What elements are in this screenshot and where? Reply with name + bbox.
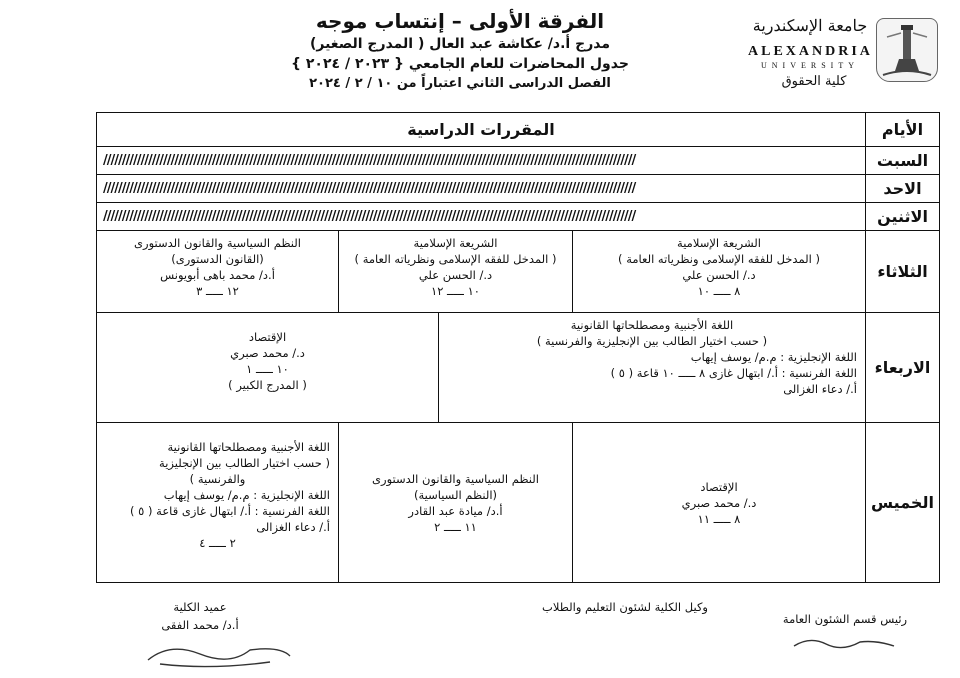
- course-title: الشريعة الإسلامية: [677, 236, 761, 250]
- schedule-title: جدول المحاضرات للعام الجامعي { ٢٠٢٣ / ٢٠٢٤ }: [291, 56, 629, 72]
- thursday-slot-3: [97, 423, 339, 583]
- tuesday-slot-3: [97, 231, 339, 313]
- thursday-slot-1: [573, 423, 866, 583]
- wednesday-slot-1: [439, 313, 866, 423]
- french-lecturer: اللغة الفرنسية : أ./ ابتهال غازى قاعة ( ٥ ): [130, 504, 330, 518]
- course-lecturer: د./ محمد صبري: [681, 495, 757, 510]
- document-header: [250, 8, 670, 94]
- course-lecturer: أ.د/ محمد باهى أبويونس: [160, 268, 275, 282]
- signature-vice-dean: [510, 600, 740, 614]
- course-title: النظم السياسية والقانون الدستورى: [134, 236, 301, 250]
- course-time: ٢ ـــــ ٤: [199, 536, 236, 550]
- english-lecturer: اللغة الإنجليزية : م.م/ يوسف إيهاب: [690, 350, 857, 364]
- university-name-en: ALEXANDRIA: [748, 44, 873, 59]
- course-subtitle: ( المدخل للفقه الإسلامى ونظرياته العامة ): [354, 252, 557, 266]
- course-subtitle: ( المدخل للفقه الإسلامى ونظرياته العامة ): [618, 252, 820, 266]
- university-name-ar: جامعة الإسكندرية: [752, 16, 868, 35]
- thursday-slot-2: [339, 423, 573, 583]
- course-time: ٨ ـــــ ١٠: [697, 284, 741, 298]
- course-subtitle: ( حسب اختيار الطالب بين الإنجليزية والفرنسية ): [536, 334, 768, 348]
- days-header: الأيام: [866, 113, 940, 147]
- empty-slot-monday: //////////////////////////////////////////////////////////////////////////////////////////////////////////////////////////////////////////////: [97, 203, 866, 231]
- course-lecturer: د./ محمد صبري: [230, 346, 305, 360]
- signature-name: أ.د/ محمد الفقى: [161, 618, 239, 632]
- course-title: النظم السياسية والقانون الدستورى: [372, 471, 539, 486]
- course-lecturer: د./ الحسن علي: [418, 268, 493, 282]
- university-name-en-sub: UNIVERSITY: [761, 61, 859, 70]
- course-time: ١٢ ـــــ ٣: [196, 284, 239, 298]
- signature-title: وكيل الكلية لشئون التعليم والطلاب: [542, 600, 708, 614]
- course-time: ٨ ـــــ ١١: [697, 511, 741, 526]
- french-lecturer: اللغة الفرنسية : أ./ ابتهال غازى ٨ ـــــ ١٠ قاعة ( ٥ ): [610, 366, 857, 380]
- signature-dean: [145, 600, 255, 632]
- handwritten-signature-icon: [790, 632, 900, 654]
- course-title: اللغة الأجنبية ومصطلحاتها القانونية: [167, 440, 330, 454]
- handwritten-signature-icon: [140, 636, 300, 672]
- signature-title: عميد الكلية: [173, 600, 227, 614]
- course-subtitle: (النظم السياسية): [413, 487, 498, 502]
- course-subtitle: ( حسب اختيار الطالب بين الإنجليزية: [159, 456, 330, 470]
- signature-title: رئيس قسم الشئون العامة: [782, 612, 908, 626]
- course-subtitle: (القانون الدستورى): [171, 252, 264, 266]
- day-tuesday: الثلاثاء: [866, 231, 940, 313]
- day-monday: الاثنين: [866, 203, 940, 231]
- course-lecturer: أ.د/ ميادة عبد القادر: [408, 503, 503, 518]
- course-lecturer: د./ الحسن علي: [682, 268, 756, 282]
- faculty-name: كلية الحقوق: [781, 74, 847, 89]
- course-time: ١١ ـــــ ٢: [434, 519, 477, 534]
- english-lecturer: اللغة الإنجليزية : م.م/ يوسف إيهاب: [163, 488, 330, 502]
- courses-header: المقررات الدراسية: [97, 113, 866, 147]
- day-saturday: السبت: [866, 147, 940, 175]
- hall-name: مدرج أ.د/ عكاشة عبد العال ( المدرج الصغير): [309, 36, 611, 52]
- day-wednesday: الاربعاء: [866, 313, 940, 423]
- university-logo: [744, 14, 944, 94]
- french-lecturer-2: أ./ دعاء الغزالى: [256, 520, 330, 534]
- french-lecturer-2: أ./ دعاء الغزالى: [783, 382, 857, 396]
- course-title: الإقتصاد: [248, 330, 287, 344]
- empty-slot-saturday: //////////////////////////////////////////////////////////////////////////////////////////////////////////////////////////////////////////////: [97, 147, 866, 175]
- course-time: ١٠ ـــــ ١: [246, 362, 289, 376]
- course-title: الشريعة الإسلامية: [413, 236, 498, 250]
- tuesday-slot-2: [339, 231, 573, 313]
- course-time: ١٠ ـــــ ١٢: [431, 284, 480, 298]
- day-sunday: الاحد: [866, 175, 940, 203]
- signatures: [0, 598, 960, 678]
- schedule-table: [96, 112, 940, 583]
- semester-start: الفصل الدراسى الثاني اعتباراً من ١٠ / ٢ / ٢٠٢٤: [309, 76, 611, 91]
- wednesday-slot-2: [97, 313, 439, 423]
- course-subtitle-2: والفرنسية ): [189, 472, 246, 486]
- course-title: اللغة الأجنبية ومصطلحاتها القانونية: [570, 318, 734, 332]
- empty-slot-sunday: //////////////////////////////////////////////////////////////////////////////////////////////////////////////////////////////////////////////: [97, 175, 866, 203]
- lighthouse-emblem-icon: [876, 18, 938, 82]
- day-thursday: الخميس: [866, 423, 940, 583]
- course-place: ( المدرج الكبير ): [228, 378, 307, 392]
- tuesday-slot-1: [573, 231, 866, 313]
- page-title: الفرقة الأولى – إنتساب موجه: [315, 9, 605, 33]
- course-title: الإقتصاد: [700, 479, 738, 494]
- signature-head-general: [770, 612, 920, 626]
